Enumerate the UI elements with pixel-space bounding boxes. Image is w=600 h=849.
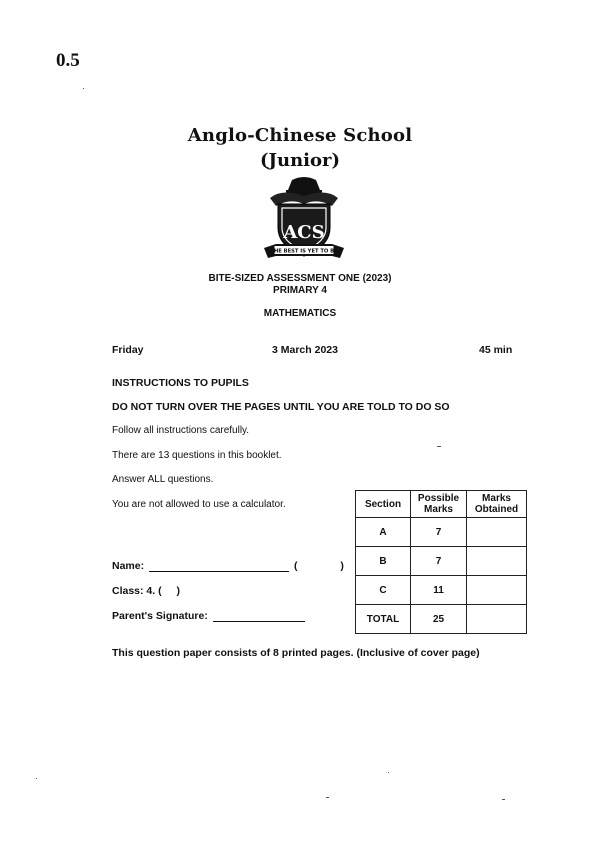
- name-field: [112, 560, 344, 572]
- table-row: [356, 605, 527, 634]
- signature-field: [112, 610, 305, 622]
- header-marks-obtained: Marks Obtained: [467, 491, 527, 518]
- class-label: Class: 4. (: [112, 585, 162, 597]
- assessment-title: BITE-SIZED ASSESSMENT ONE (2023): [208, 273, 392, 284]
- scan-speck: [83, 88, 84, 89]
- exam-date: 3 March 2023: [272, 344, 338, 356]
- signature-label: Parent's Signature:: [112, 610, 208, 622]
- header-possible-marks: Possible Marks: [411, 491, 467, 518]
- possible-cell: 7: [411, 547, 467, 576]
- crest-motto: THE BEST IS YET TO BE: [270, 248, 338, 255]
- assessment-subject: MATHEMATICS: [263, 308, 337, 319]
- scan-speck: [36, 778, 37, 779]
- signature-blank-line: [213, 611, 305, 622]
- header-section: Section: [356, 491, 411, 518]
- school-crest-logo: [262, 176, 346, 264]
- scan-speck: [502, 799, 505, 800]
- school-name: Anglo-Chinese School: [187, 125, 413, 146]
- section-cell: C: [356, 576, 411, 605]
- crest-letters: ACS: [283, 222, 325, 243]
- scan-speck: [437, 446, 441, 447]
- class-field: [112, 585, 180, 597]
- instruction-line: Answer ALL questions.: [112, 474, 214, 485]
- instruction-line: There are 13 questions in this booklet.: [112, 450, 282, 461]
- instructions-heading: INSTRUCTIONS TO PUPILS: [112, 377, 249, 389]
- section-cell: TOTAL: [356, 605, 411, 634]
- possible-cell: 7: [411, 518, 467, 547]
- page-corner-number: 0.5: [56, 50, 80, 71]
- obtained-cell: [467, 576, 527, 605]
- table-row: [356, 518, 527, 547]
- school-subtitle: (Junior): [259, 150, 341, 171]
- instruction-line: Follow all instructions carefully.: [112, 425, 250, 436]
- scan-speck: [326, 797, 329, 798]
- table-row: [356, 547, 527, 576]
- possible-cell: 25: [411, 605, 467, 634]
- section-cell: A: [356, 518, 411, 547]
- instruction-line: You are not allowed to use a calculator.: [112, 499, 286, 510]
- obtained-cell: [467, 518, 527, 547]
- obtained-cell: [467, 547, 527, 576]
- class-close-paren: ): [176, 585, 181, 597]
- name-open-paren: (: [293, 560, 298, 572]
- obtained-cell: [467, 605, 527, 634]
- scan-speck: [388, 772, 389, 773]
- instructions-warning: DO NOT TURN OVER THE PAGES UNTIL YOU ARE TOLD TO DO SO: [112, 401, 450, 413]
- name-blank-line: [149, 561, 289, 572]
- possible-cell: 11: [411, 576, 467, 605]
- page-count-note: This question paper consists of 8 printed pages. (Inclusive of cover page): [112, 647, 480, 659]
- section-cell: B: [356, 547, 411, 576]
- exam-day: Friday: [112, 344, 144, 356]
- table-row: [356, 576, 527, 605]
- marks-table-header: [356, 491, 527, 518]
- marks-table: [355, 490, 527, 634]
- name-close-paren: ): [340, 560, 344, 572]
- name-label: Name:: [112, 560, 145, 572]
- assessment-level: PRIMARY 4: [273, 285, 327, 296]
- exam-duration: 45 min: [479, 344, 513, 356]
